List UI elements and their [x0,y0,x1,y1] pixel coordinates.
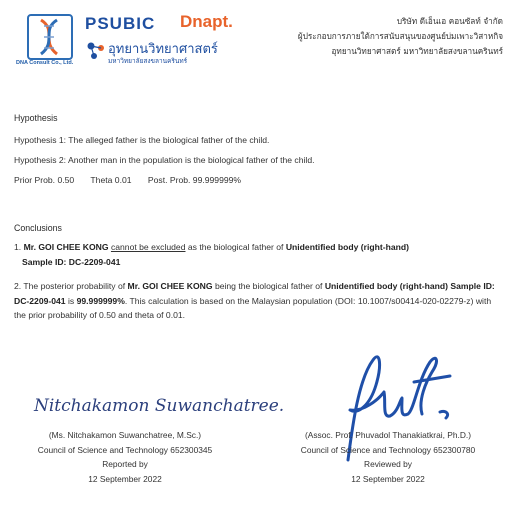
hypothesis-2: Hypothesis 2: Another man in the population is the biological father of the child. [14,155,315,165]
subject-name: Unidentified body (right-hand) [285,242,409,252]
reviewer-block [268,428,508,486]
dna-consult-logo-text: DNA Consult Co., Ltd. [16,60,74,66]
dnapt-logo: Dnapt. [180,12,233,31]
subject-sample: Unidentified body (right-hand) Sample ID: DC-2209-041 [14,281,495,306]
reviewer-date: 12 September 2022 [351,473,425,484]
conclusions-title: Conclusions [14,223,62,233]
company-address [298,14,503,59]
reporter-date: 12 September 2022 [88,473,162,484]
science-park-name: อุทยานวิทยาศาสตร์ [108,42,218,57]
conclusion-2: 2. The posterior probability of Mr. GOI CHEE KONG being the biological father of Unidentified body (right-hand) Sample ID: DC-2209-041 is 99.999999%. This calculation is based on the Malaysian population (DOI: 10.1007/s00414-020-02279-z) with the prior probability of 0.50 and theta of 0.01. [14,281,495,320]
conclusion-number: 2. [14,281,22,291]
exclusion-status: cannot be excluded [110,242,186,252]
university-name: มหาวิทยาลัยสงขลานครินทร์ [108,57,188,65]
paternity-probability: 99.999999% [76,295,125,306]
conclusion-number: 1. [14,242,22,252]
reporter-signature: Nitchakamon Suwanchatree. [34,396,285,416]
conclusion-1: 1. Mr. GOI CHEE KONG cannot be excluded as the biological father of Unidentified body (right-hand) Sample ID: DC-2209-041 [14,242,409,267]
hypothesis-title: Hypothesis [14,113,58,123]
company-line: ผู้ประกอบการภายใต้การสนับสนุนของศูนย์บ่มเพาะวิสาหกิจ [297,31,503,41]
prior-probability: Prior Prob. 0.50 [14,175,75,185]
letterhead [0,0,517,78]
reviewer-role: Reviewed by [364,459,412,469]
hypothesis-1: Hypothesis 1: The alleged father is the biological father of the child. [14,135,270,145]
sample-id: Sample ID: DC-2209-041 [22,256,121,267]
alleged-father-name: Mr. GOI CHEE KONG [23,242,109,252]
posterior-probability: Post. Prob. 99.999999% [147,175,242,185]
reporter-role: Reported by [102,459,148,469]
reporter-block [10,428,240,486]
reporter-name: (Ms. Nitchakamon Suwanchatree, M.Sc.) [48,430,202,440]
alleged-father-name: Mr. GOI CHEE KONG [127,281,213,291]
psubic-logo: PSUBIC [85,14,156,33]
reviewer-council: Council of Science and Technology 652300780 [300,444,476,455]
theta-value: Theta 0.01 [90,175,132,185]
company-line: บริษัท ดีเอ็นเอ คอนซัลท์ จำกัด [396,16,503,26]
company-line: อุทยานวิทยาศาสตร์ มหาวิทยาลัยสงขลานครินทร์ [331,46,503,56]
reviewer-name: (Assoc. Prof. Phuvadol Thanakiatkrai, Ph.D.) [304,430,472,440]
reporter-council: Council of Science and Technology 652300345 [37,444,213,455]
molecule-icon [85,40,107,62]
probability-row [14,175,255,185]
